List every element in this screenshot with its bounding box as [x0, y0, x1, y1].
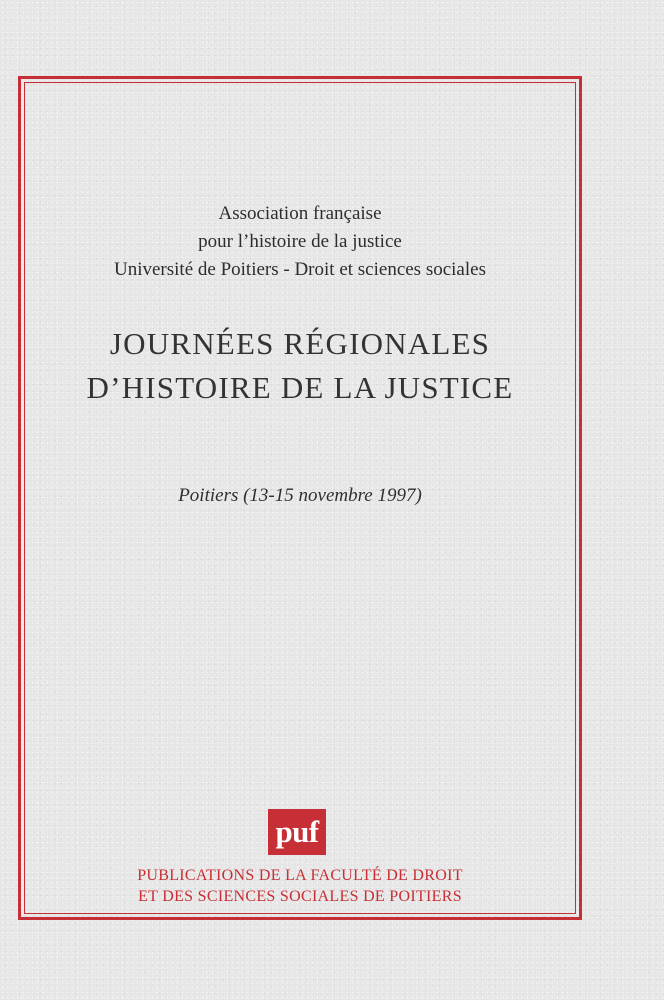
- title-line-2: D’HISTOIRE DE LA JUSTICE: [86, 370, 514, 405]
- association-line-3: Université de Poitiers - Droit et sciences sociales: [114, 259, 486, 280]
- association-block: [24, 200, 576, 284]
- association-line-1: Association française: [218, 203, 382, 224]
- event-location-date: Poitiers (13-15 novembre 1997): [178, 485, 422, 506]
- publisher-line-1: PUBLICATIONS DE LA FACULTÉ DE DROIT: [137, 867, 463, 884]
- publisher-block: [24, 865, 576, 907]
- cover-content: [24, 82, 576, 914]
- association-line-2: pour l’histoire de la justice: [198, 231, 402, 252]
- puf-logo: [268, 809, 326, 855]
- book-title: [24, 322, 576, 410]
- title-line-1: JOURNÉES RÉGIONALES: [109, 326, 491, 361]
- puf-logo-text: puf: [275, 813, 319, 849]
- publisher-line-2: ET DES SCIENCES SOCIALES DE POITIERS: [138, 888, 462, 905]
